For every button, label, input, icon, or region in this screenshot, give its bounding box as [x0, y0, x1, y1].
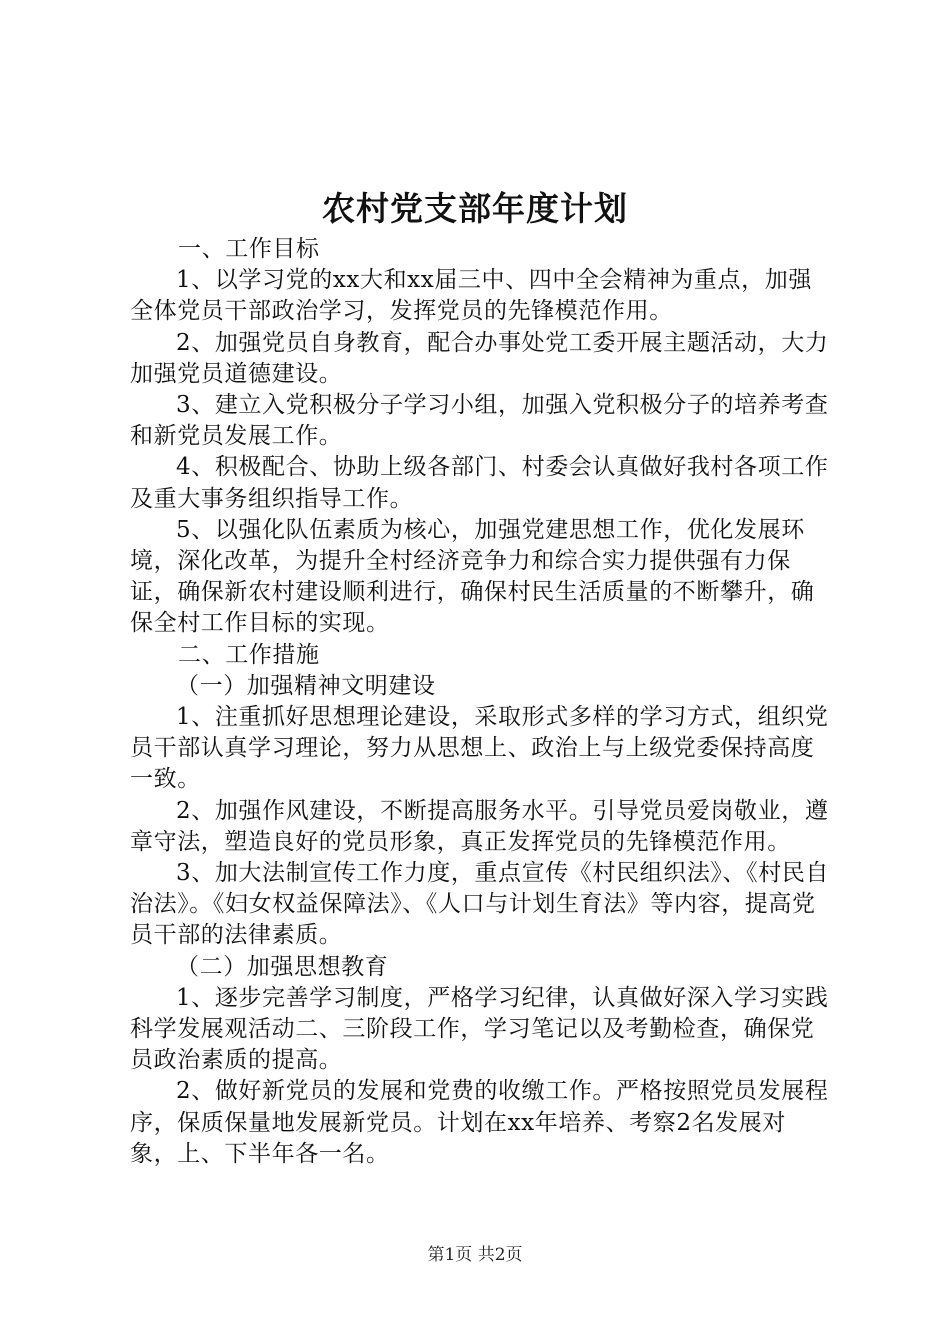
paragraph: 1、以学习党的xx大和xx届三中、四中全会精神为重点，加强全体党员干部政治学习，发挥党员的先锋模范作用。 — [130, 267, 812, 325]
paragraph: 2、做好新党员的发展和党费的收缴工作。严格按照党员发展程序，保质保量地发展新党员。计划在xx年培养、考察2名发展对象，上、下半年各一名。 — [130, 1078, 829, 1167]
document-body — [130, 234, 830, 1170]
paragraph: 2、加强党员自身教育，配合办事处党工委开展主题活动，大力加强党员道德建设。 — [130, 329, 829, 387]
paragraph: 5、以强化队伍素质为核心，加强党建思想工作，优化发展环境，深化改革，为提升全村经济竞争力和综合实力提供强有力保证，确保新农村建设顺利进行，确保村民生活质量的不断攀升，确保全村工作目标的实现。 — [130, 516, 815, 637]
paragraph: 1、逐步完善学习制度，严格学习纪律，认真做好深入学习实践科学发展观活动二、三阶段工作，学习笔记以及考勤检查，确保党员政治素质的提高。 — [130, 984, 829, 1074]
paragraph: 4、积极配合、协助上级各部门、村委会认真做好我村各项工作及重大事务组织指导工作。 — [130, 454, 829, 512]
paragraph: 3、加大法制宣传工作力度，重点宣传《村民组织法》、《村民自治法》。《妇女权益保障法》、《人口与计划生育法》等内容，提高党员干部的法律素质。 — [130, 860, 830, 949]
section-heading: 二、工作措施 — [178, 641, 320, 668]
document-title: 农村党支部年度计划 — [322, 189, 628, 228]
paragraph: 2、加强作风建设，不断提高服务水平。引导党员爱岗敬业，遵章守法，塑造良好的党员形象，真正发挥党员的先锋模范作用。 — [130, 797, 829, 855]
section-heading: 一、工作目标 — [178, 236, 320, 262]
subsection-heading: （二）加强思想教育 — [176, 953, 389, 980]
page-footer: 第1页 共2页 — [427, 1245, 523, 1265]
subsection-heading: （一）加强精神文明建设 — [176, 672, 436, 699]
paragraph: 3、建立入党积极分子学习小组，加强入党积极分子的培养考查和新党员发展工作。 — [130, 392, 829, 450]
paragraph: 1、注重抓好思想理论建设，采取形式多样的学习方式，组织党员干部认真学习理论，努力从思想上、政治上与上级党委保持高度一致。 — [130, 704, 829, 793]
